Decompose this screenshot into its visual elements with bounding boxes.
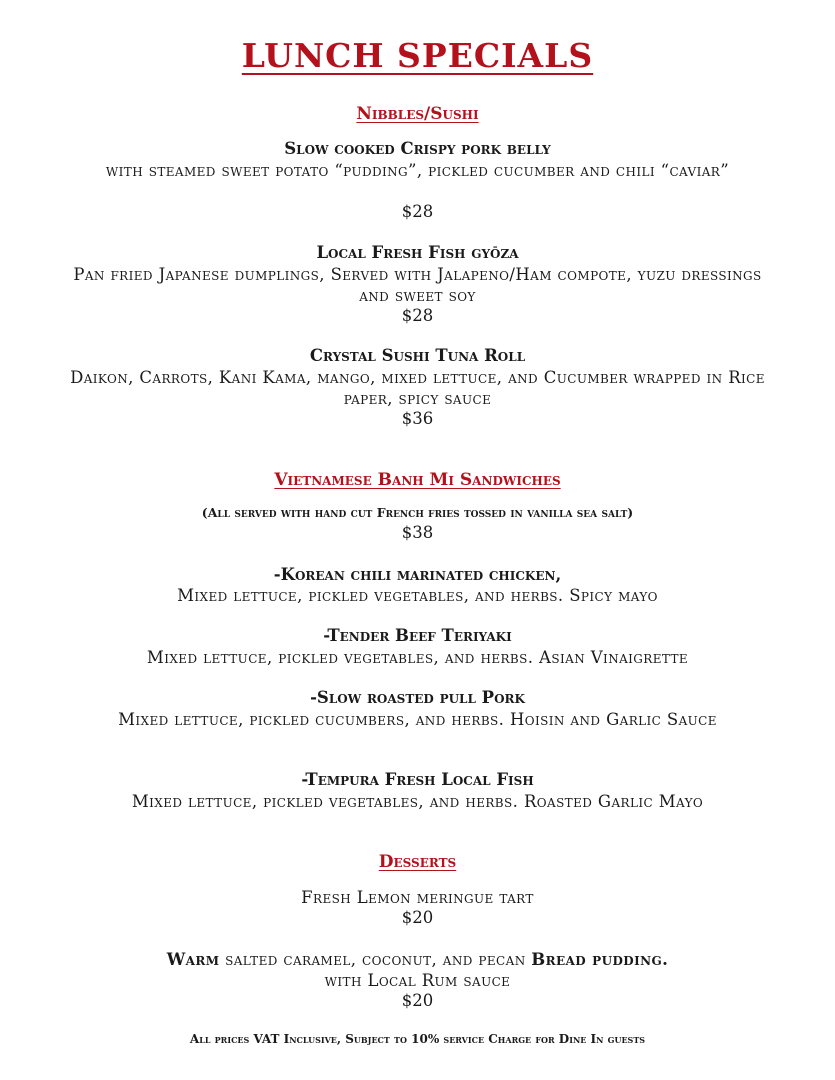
item-name-beef-teriyaki: -Tender Beef Teriyaki bbox=[323, 626, 512, 645]
item-name-gyoza: Local Fresh Fish gyōza bbox=[316, 243, 519, 262]
item-desc-pork-belly: with steamed sweet potato “pudding”, pickled cucumber and chili “caviar” bbox=[105, 161, 730, 180]
section-title-nibbles: Nibbles/Sushi bbox=[356, 104, 479, 124]
item-desc-korean-chicken: Mixed lettuce, pickled vegetables, and herbs. Spicy mayo bbox=[177, 586, 658, 605]
bread-pudding-name: Bread pudding. bbox=[531, 950, 669, 969]
section-title-banh-mi: Vietnamese Banh Mi Sandwiches bbox=[274, 470, 561, 490]
bread-pudding-warm: Warm bbox=[166, 950, 220, 969]
banh-mi-note: (All served with hand cut French fries tossed in vanilla sea salt) bbox=[201, 505, 634, 520]
item-price-bread-pudding: $20 bbox=[401, 991, 434, 1010]
item-desc-tempura-fish: Mixed lettuce, pickled vegetables, and herbs. Roasted Garlic Mayo bbox=[131, 792, 704, 811]
item-desc-bread-pudding: with Local Rum sauce bbox=[324, 971, 511, 990]
item-name-korean-chicken: -Korean chili marinated chicken, bbox=[273, 565, 562, 584]
item-desc-gyoza: Pan fried Japanese dumplings, Served with Jalapeno/Ham compote, yuzu dressings and sweet soy bbox=[73, 265, 762, 305]
item-price-pork-belly: $28 bbox=[401, 202, 434, 221]
item-name-tempura-fish: -Tempura Fresh Local Fish bbox=[301, 770, 534, 789]
item-price-tuna-roll: $36 bbox=[401, 409, 434, 428]
item-price-lemon-tart: $20 bbox=[401, 908, 434, 927]
item-name-tuna-roll: Crystal Sushi Tuna Roll bbox=[309, 346, 526, 365]
item-name-pork-belly: Slow cooked Crispy pork belly bbox=[284, 139, 551, 158]
footer-note: All prices VAT Inclusive, Subject to 10% service Charge for Dine In guests bbox=[189, 1032, 646, 1046]
item-price-gyoza: $28 bbox=[401, 306, 434, 325]
item-name-pull-pork: -Slow roasted pull Pork bbox=[310, 688, 525, 707]
page-title: LUNCH SPECIALS bbox=[241, 36, 594, 75]
bread-pudding-middle: salted caramel, coconut, and pecan bbox=[219, 950, 532, 969]
section-title-desserts: Desserts bbox=[378, 852, 457, 872]
item-desc-pull-pork: Mixed lettuce, pickled cucumbers, and herbs. Hoisin and Garlic Sauce bbox=[118, 710, 717, 729]
banh-mi-price: $38 bbox=[401, 523, 434, 542]
item-desc-beef-teriyaki: Mixed lettuce, pickled vegetables, and herbs. Asian Vinaigrette bbox=[146, 648, 689, 667]
item-name-lemon-tart: Fresh Lemon meringue tart bbox=[301, 888, 534, 907]
item-name-bread-pudding bbox=[60, 949, 775, 970]
item-desc-tuna-roll: Daikon, Carrots, Kani Kama, mango, mixed lettuce, and Cucumber wrapped in Rice paper, spicy sauce bbox=[70, 368, 765, 408]
